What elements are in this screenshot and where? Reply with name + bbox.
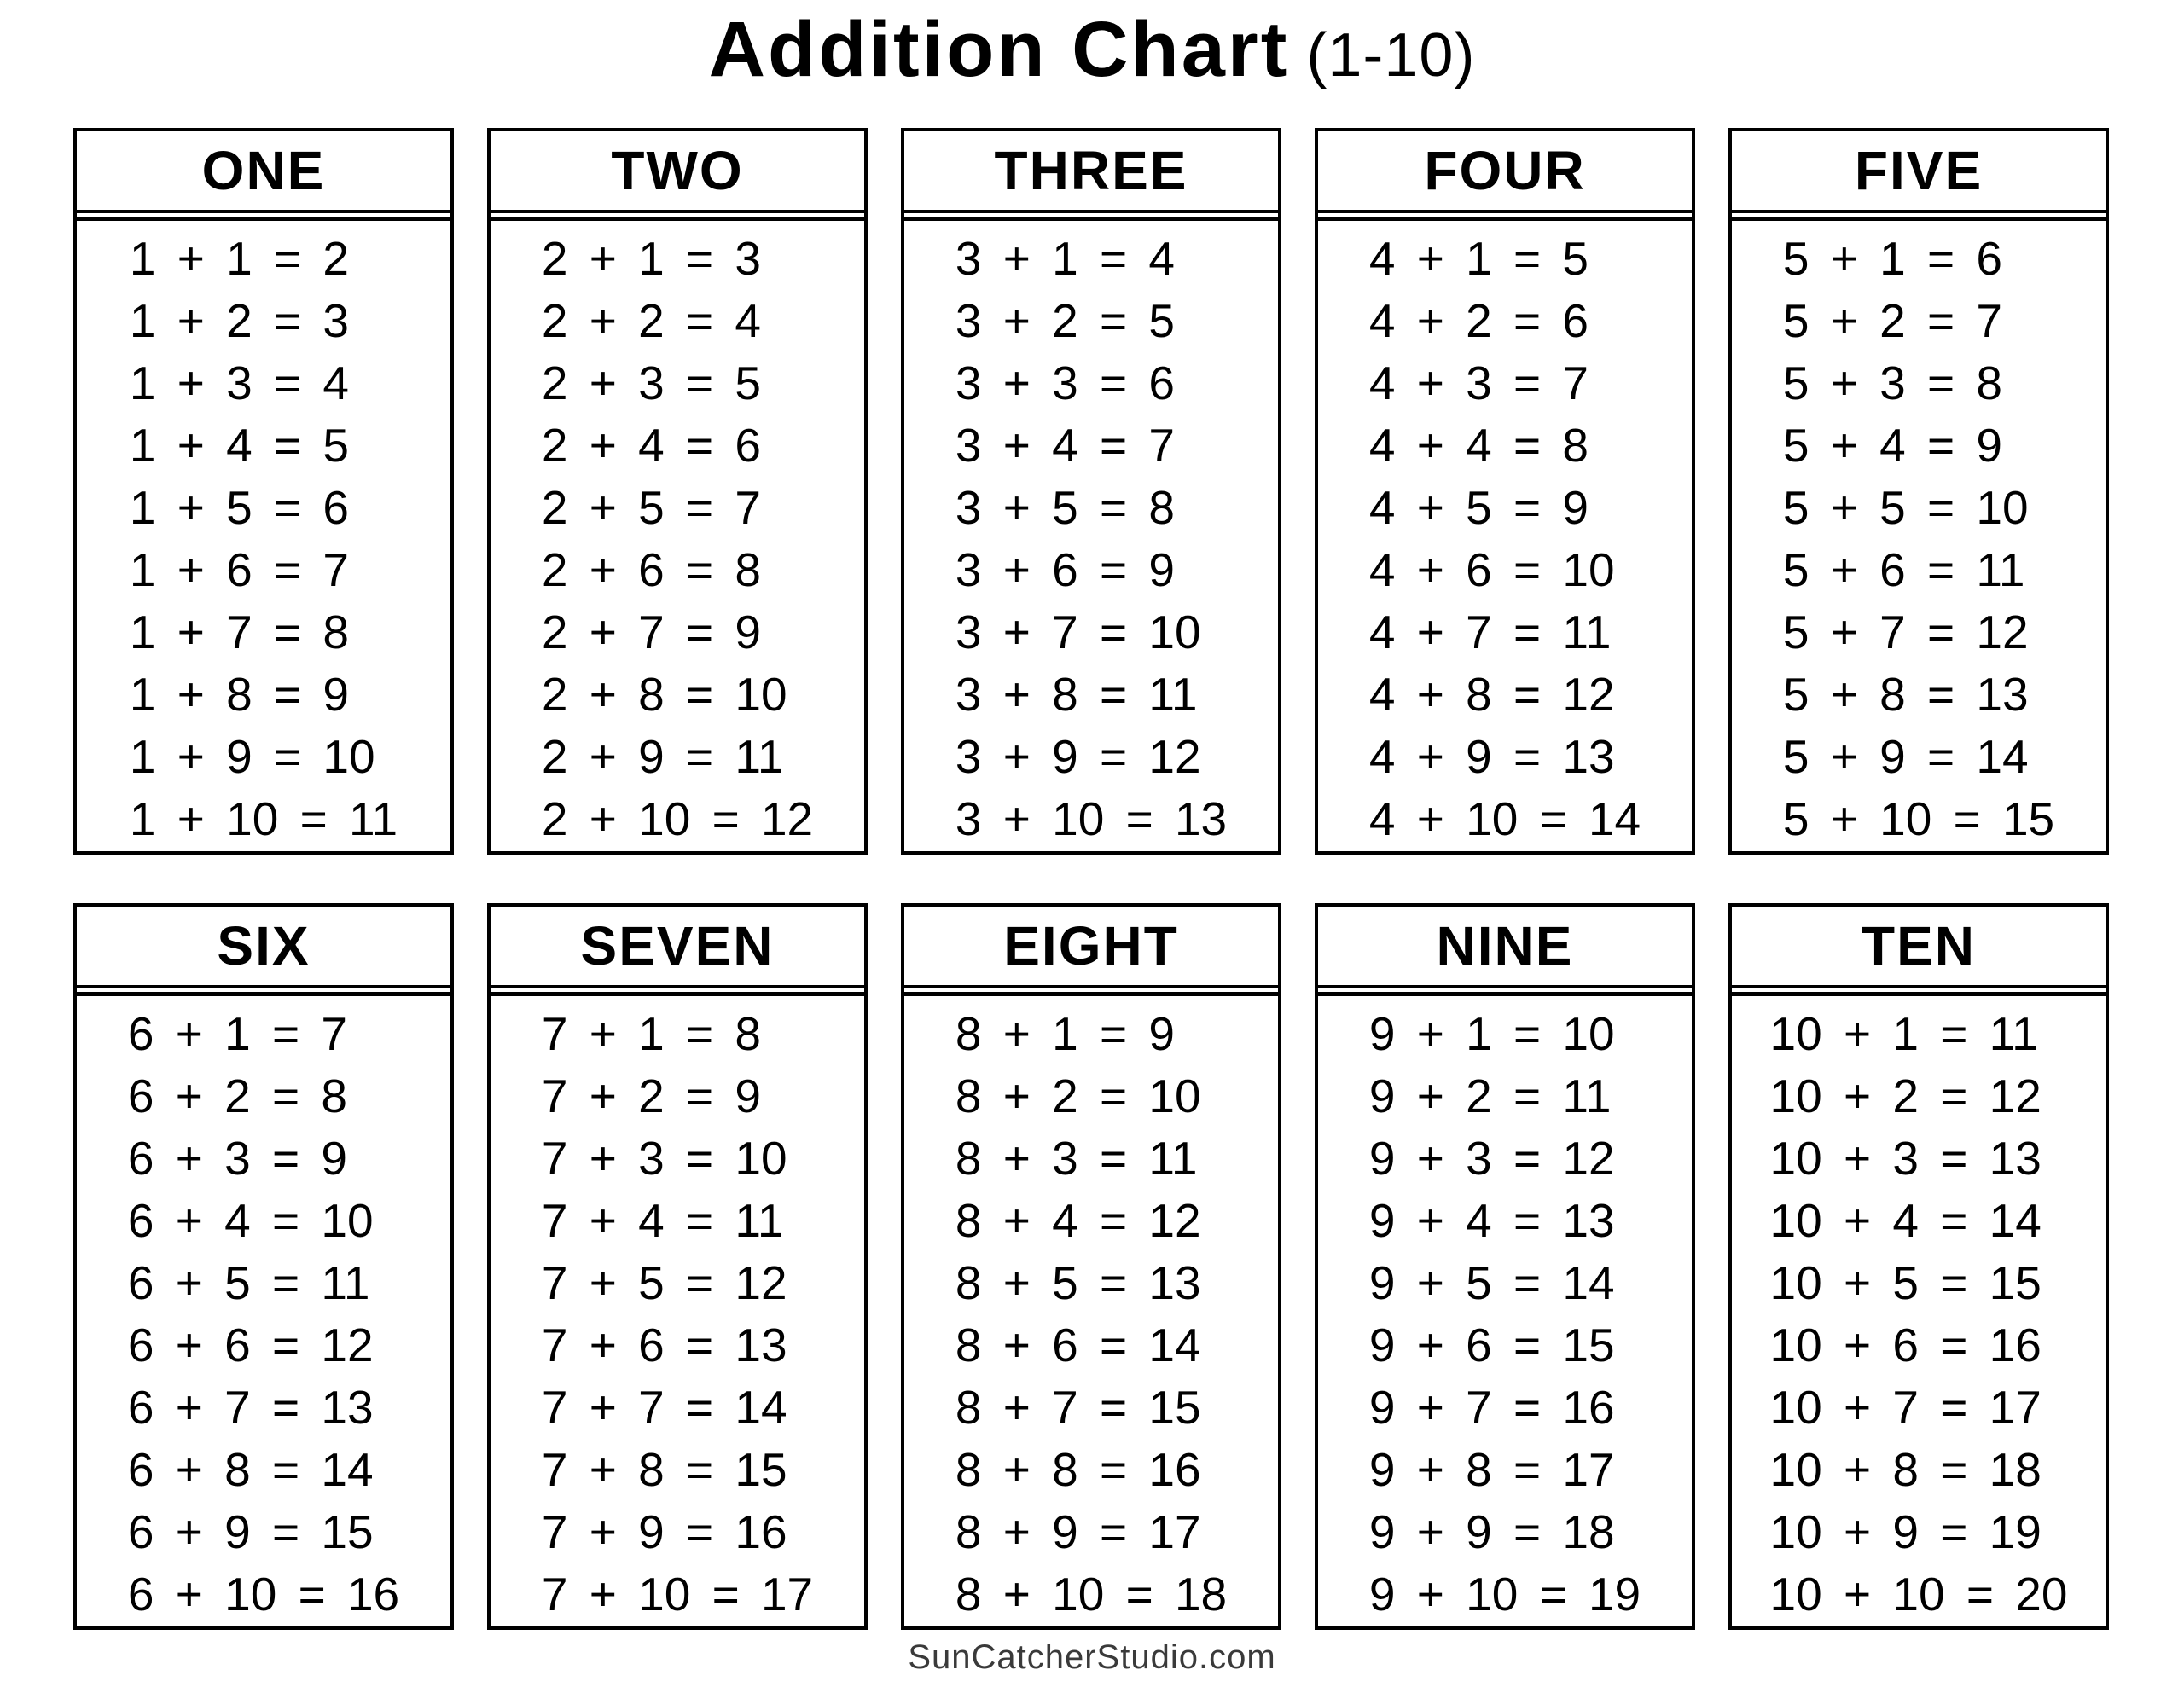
tables-grid: [73, 128, 2111, 1630]
equation-row: 6 + 9 = 15: [127, 1505, 374, 1558]
equation-row: 6 + 7 = 13: [127, 1381, 374, 1434]
equation-row: 1 + 8 = 9: [129, 668, 350, 721]
equation-row: 8 + 2 = 10: [955, 1070, 1201, 1122]
equation-row: 6 + 4 = 10: [127, 1194, 374, 1247]
addition-table-six: [73, 903, 454, 1630]
table-body: [904, 217, 1278, 850]
equation-row: 6 + 10 = 16: [127, 1568, 400, 1620]
equation-row: 10 + 3 = 13: [1769, 1132, 2042, 1185]
equation-row: 2 + 10 = 12: [541, 792, 814, 845]
equation-row: 5 + 3 = 8: [1782, 357, 2002, 409]
table-header: [1318, 131, 1692, 213]
equation-row: 9 + 2 = 11: [1368, 1070, 1612, 1122]
equation-row: 1 + 2 = 3: [129, 294, 350, 347]
footer-credit: SunCatcherStudio.com: [908, 1638, 1276, 1676]
equation-block: [542, 228, 813, 850]
equation-row: 2 + 5 = 7: [541, 481, 761, 534]
equation-row: 10 + 10 = 20: [1769, 1568, 2068, 1620]
equation-row: 10 + 9 = 19: [1769, 1505, 2042, 1558]
equation-row: 7 + 2 = 9: [541, 1070, 761, 1122]
equation-row: 1 + 10 = 11: [129, 792, 398, 845]
table-body: [1318, 992, 1692, 1626]
equation-row: 9 + 10 = 19: [1368, 1568, 1641, 1620]
equation-row: 9 + 8 = 17: [1368, 1443, 1615, 1496]
equation-row: 8 + 8 = 16: [955, 1443, 1201, 1496]
table-header-label: FIVE: [1854, 140, 1984, 201]
table-header-label: TEN: [1862, 915, 1976, 977]
equation-row: 1 + 9 = 10: [129, 730, 375, 783]
equation-row: 4 + 5 = 9: [1368, 481, 1589, 534]
equation-row: 8 + 4 = 12: [955, 1194, 1201, 1247]
equation-row: 1 + 7 = 8: [129, 606, 350, 658]
table-body: [904, 992, 1278, 1626]
equation-row: 4 + 3 = 7: [1368, 357, 1589, 409]
equation-row: 10 + 6 = 16: [1769, 1319, 2042, 1371]
equation-row: 9 + 3 = 12: [1368, 1132, 1615, 1185]
equation-row: 7 + 10 = 17: [541, 1568, 814, 1620]
equation-row: 10 + 7 = 17: [1769, 1381, 2042, 1434]
equation-row: 5 + 6 = 11: [1782, 543, 2025, 596]
table-header-label: NINE: [1436, 915, 1574, 977]
table-header: [77, 131, 450, 213]
equation-row: 3 + 9 = 12: [955, 730, 1201, 783]
equation-row: 6 + 3 = 9: [127, 1132, 347, 1185]
table-header: [904, 131, 1278, 213]
equation-row: 5 + 10 = 15: [1782, 792, 2055, 845]
table-header: [1732, 907, 2106, 988]
table-header-label: TWO: [611, 140, 744, 201]
equation-row: 7 + 9 = 16: [541, 1505, 787, 1558]
equation-block: [956, 228, 1227, 850]
equation-row: 8 + 5 = 13: [955, 1256, 1201, 1309]
equation-row: 6 + 5 = 11: [127, 1256, 370, 1309]
addition-table-seven: [487, 903, 868, 1630]
equation-row: 5 + 4 = 9: [1782, 419, 2002, 472]
equation-row: 8 + 7 = 15: [955, 1381, 1201, 1434]
equation-row: 6 + 1 = 7: [127, 1007, 347, 1060]
equation-block: [542, 1003, 813, 1626]
equation-row: 4 + 8 = 12: [1368, 668, 1615, 721]
addition-table-nine: [1315, 903, 1695, 1630]
equation-block: [128, 1003, 399, 1626]
table-header: [1732, 131, 2106, 213]
equation-row: 2 + 1 = 3: [541, 232, 761, 285]
equation-row: 10 + 5 = 15: [1769, 1256, 2042, 1309]
equation-row: 3 + 3 = 6: [955, 357, 1175, 409]
equation-row: 8 + 10 = 18: [955, 1568, 1228, 1620]
table-header-label: THREE: [994, 140, 1188, 201]
page-title-main: Addition Chart: [708, 6, 1290, 93]
equation-row: 4 + 4 = 8: [1368, 419, 1589, 472]
equation-row: 2 + 2 = 4: [541, 294, 761, 347]
equation-row: 5 + 8 = 13: [1782, 668, 2029, 721]
addition-table-three: [901, 128, 1281, 855]
table-header-label: FOUR: [1424, 140, 1586, 201]
table-header-label: EIGHT: [1003, 915, 1179, 977]
equation-row: 9 + 5 = 14: [1368, 1256, 1615, 1309]
table-body: [1732, 992, 2106, 1626]
equation-row: 9 + 7 = 16: [1368, 1381, 1615, 1434]
equation-row: 10 + 1 = 11: [1769, 1007, 2038, 1060]
table-body: [1318, 217, 1692, 850]
equation-block: [130, 228, 398, 850]
equation-row: 8 + 1 = 9: [955, 1007, 1175, 1060]
equation-block: [1369, 1003, 1641, 1626]
equation-row: 2 + 4 = 6: [541, 419, 761, 472]
equation-row: 8 + 3 = 11: [955, 1132, 1198, 1185]
equation-row: 1 + 1 = 2: [129, 232, 350, 285]
equation-row: 9 + 1 = 10: [1368, 1007, 1615, 1060]
equation-row: 9 + 4 = 13: [1368, 1194, 1615, 1247]
equation-row: 3 + 5 = 8: [955, 481, 1175, 534]
equation-row: 7 + 4 = 11: [541, 1194, 784, 1247]
equation-row: 9 + 6 = 15: [1368, 1319, 1615, 1371]
equation-row: 4 + 7 = 11: [1368, 606, 1612, 658]
equation-row: 3 + 1 = 4: [955, 232, 1175, 285]
equation-row: 1 + 4 = 5: [129, 419, 350, 472]
equation-row: 1 + 5 = 6: [129, 481, 350, 534]
table-body: [77, 217, 450, 850]
equation-row: 3 + 6 = 9: [955, 543, 1175, 596]
equation-row: 10 + 8 = 18: [1769, 1443, 2042, 1496]
equation-row: 2 + 3 = 5: [541, 357, 761, 409]
table-header: [904, 907, 1278, 988]
equation-row: 2 + 8 = 10: [541, 668, 787, 721]
addition-table-ten: [1728, 903, 2109, 1630]
equation-row: 7 + 1 = 8: [541, 1007, 761, 1060]
table-header: [491, 907, 864, 988]
equation-row: 3 + 2 = 5: [955, 294, 1175, 347]
addition-table-five: [1728, 128, 2109, 855]
equation-row: 5 + 9 = 14: [1782, 730, 2029, 783]
equation-row: 4 + 6 = 10: [1368, 543, 1615, 596]
equation-block: [1770, 1003, 2068, 1626]
equation-row: 4 + 10 = 14: [1368, 792, 1641, 845]
equation-block: [1369, 228, 1641, 850]
equation-block: [1783, 228, 2054, 850]
equation-row: 4 + 9 = 13: [1368, 730, 1615, 783]
equation-row: 4 + 2 = 6: [1368, 294, 1589, 347]
page-title-range: (1-10): [1306, 21, 1476, 90]
equation-row: 7 + 3 = 10: [541, 1132, 787, 1185]
equation-row: 10 + 2 = 12: [1769, 1070, 2042, 1122]
equation-row: 6 + 6 = 12: [127, 1319, 374, 1371]
equation-row: 1 + 3 = 4: [129, 357, 350, 409]
table-body: [491, 992, 864, 1626]
equation-row: 7 + 5 = 12: [541, 1256, 787, 1309]
equation-row: 3 + 4 = 7: [955, 419, 1175, 472]
addition-table-eight: [901, 903, 1281, 1630]
equation-row: 3 + 8 = 11: [955, 668, 1198, 721]
table-header: [491, 131, 864, 213]
page-title: [0, 5, 2184, 95]
equation-row: 5 + 5 = 10: [1782, 481, 2029, 534]
equation-row: 5 + 7 = 12: [1782, 606, 2029, 658]
equation-row: 7 + 6 = 13: [541, 1319, 787, 1371]
equation-row: 7 + 7 = 14: [541, 1381, 787, 1434]
table-header-label: SEVEN: [580, 915, 775, 977]
table-body: [1732, 217, 2106, 850]
table-header: [1318, 907, 1692, 988]
equation-row: 3 + 10 = 13: [955, 792, 1228, 845]
equation-row: 5 + 1 = 6: [1782, 232, 2002, 285]
equation-row: 3 + 7 = 10: [955, 606, 1201, 658]
equation-row: 7 + 8 = 15: [541, 1443, 787, 1496]
table-header-label: SIX: [217, 915, 311, 977]
equation-row: 6 + 2 = 8: [127, 1070, 347, 1122]
equation-row: 1 + 6 = 7: [129, 543, 350, 596]
equation-row: 10 + 4 = 14: [1769, 1194, 2042, 1247]
equation-row: 4 + 1 = 5: [1368, 232, 1589, 285]
equation-row: 6 + 8 = 14: [127, 1443, 374, 1496]
addition-table-one: [73, 128, 454, 855]
addition-table-two: [487, 128, 868, 855]
equation-row: 2 + 9 = 11: [541, 730, 784, 783]
equation-row: 9 + 9 = 18: [1368, 1505, 1615, 1558]
table-header-label: ONE: [201, 140, 326, 201]
table-body: [77, 992, 450, 1626]
equation-block: [956, 1003, 1227, 1626]
table-body: [491, 217, 864, 850]
equation-row: 2 + 6 = 8: [541, 543, 761, 596]
equation-row: 2 + 7 = 9: [541, 606, 761, 658]
equation-row: 5 + 2 = 7: [1782, 294, 2002, 347]
table-header: [77, 907, 450, 988]
equation-row: 8 + 9 = 17: [955, 1505, 1201, 1558]
equation-row: 8 + 6 = 14: [955, 1319, 1201, 1371]
addition-table-four: [1315, 128, 1695, 855]
